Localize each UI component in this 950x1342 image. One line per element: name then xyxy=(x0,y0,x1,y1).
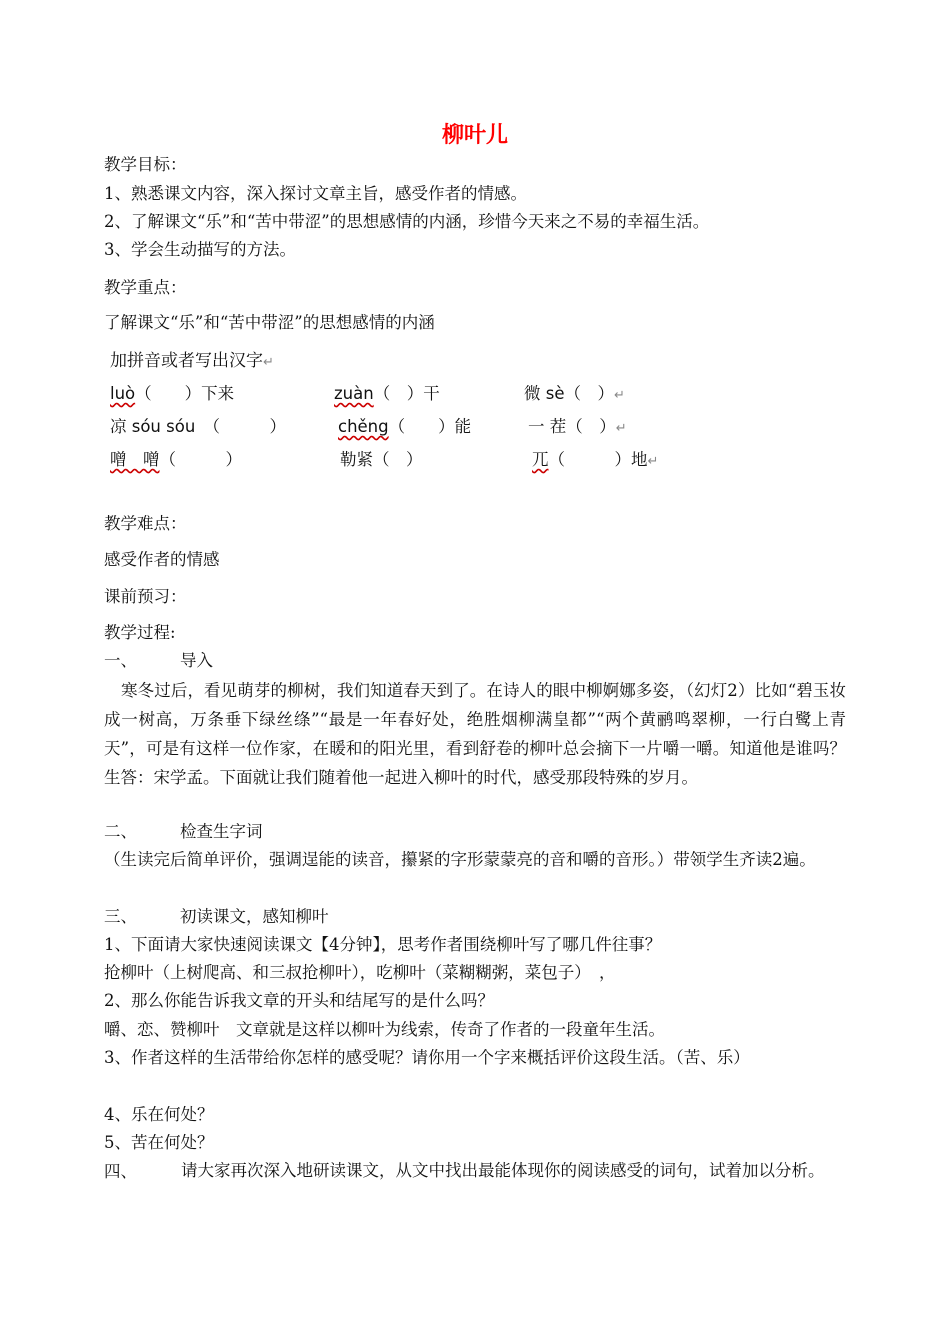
section-number: 二、 xyxy=(104,822,137,841)
exercise-item xyxy=(524,380,625,404)
pinyin: zuàn xyxy=(334,384,374,403)
exercise-word: 凉 sóu sóu xyxy=(110,417,196,436)
key-points-text: 了解课文“乐”和“苦中带涩”的思想感情的内涵 xyxy=(104,313,435,332)
section-heading xyxy=(104,906,329,928)
exercise-item xyxy=(528,413,627,437)
objective-item: 3、学会生动描写的方法。 xyxy=(104,240,296,259)
answer-blank: （ ）能 xyxy=(388,417,472,436)
section-heading xyxy=(104,821,263,843)
objectives-heading: 教学目标： xyxy=(104,155,187,174)
exercise-item xyxy=(532,446,658,470)
exercise-item xyxy=(110,413,286,437)
section-number: 三、 xyxy=(104,907,137,926)
question-line: 3、作者这样的生活带给你怎样的感受呢？请你用一个字来概括评价这段生活。（苦、乐） xyxy=(104,1048,750,1067)
section-body: 寒冬过后，看见萌芽的柳树，我们知道春天到了。在诗人的眼中柳婀娜多姿，（幻灯2）比如“碧玉妆成一树高，万条垂下绿丝绦”“最是一年春好处，绝胜烟柳满皇都”“两个黄鹂鸣翠柳，一行白鹭上青天”，可是有这样一位作家，在暖和的阳光里，看到舒卷的柳叶总会摘下一片嚼一嚼。知道他是谁吗？ 生答：宋学孟。下面就让我们随着他一起进入柳叶的时代，感受那段特殊的岁月。 xyxy=(104,681,863,787)
answer-blank: （ ）干 xyxy=(373,384,440,403)
section-body: （生读完后简单评价，强调逞能的读音，攥紧的字形蒙蒙亮的音和嚼的音形。）带领学生齐读2遍。 xyxy=(104,850,816,869)
return-mark-icon: ↵ xyxy=(614,388,625,403)
section-title: 检查生字词 xyxy=(180,822,263,841)
exercise-word: 噌 噌 xyxy=(110,450,160,469)
section-heading xyxy=(104,650,213,672)
answer-blank: （ ） xyxy=(211,417,287,436)
objective-item: 1、熟悉课文内容，深入探讨文章主旨，感受作者的情感。 xyxy=(104,184,527,203)
section-number: 一、 xyxy=(104,651,137,670)
exercise-item xyxy=(110,446,242,470)
answer-blank: （ ） xyxy=(159,450,242,469)
section-title: 初读课文，感知柳叶 xyxy=(180,907,329,926)
preview-heading: 课前预习： xyxy=(104,587,187,606)
section-title: 导入 xyxy=(180,651,213,670)
pinyin: chěng xyxy=(338,417,389,436)
exercise-title-text: 加拼音或者写出汉字 xyxy=(110,351,263,371)
key-points-heading: 教学重点： xyxy=(104,278,187,297)
return-mark-icon: ↵ xyxy=(647,454,659,469)
exercise-word: 兀 xyxy=(532,450,549,469)
answer-blank: （ ）地 xyxy=(548,450,648,469)
pinyin: luò xyxy=(110,384,136,403)
question-line: 4、乐在何处？ xyxy=(104,1105,214,1124)
exercise-word: 勒紧（ ） xyxy=(340,450,423,469)
exercise-item xyxy=(338,413,471,437)
exercise-word: 一 茬（ ） xyxy=(528,417,616,436)
document-title: 柳叶儿 xyxy=(441,123,508,148)
answer-line: 抢柳叶（上树爬高、和三叔抢柳叶），吃柳叶（菜糊糊粥，菜包子） ， xyxy=(104,963,616,982)
objective-item: 2、了解课文“乐”和“苦中带涩”的思想感情的内涵，珍惜今天来之不易的幸福生活。 xyxy=(104,212,710,231)
answer-blank: （ ）下来 xyxy=(135,384,235,403)
process-heading: 教学过程: xyxy=(104,623,176,642)
answer-line: 嚼、恋、赞柳叶 文章就是这样以柳叶为线索，传奇了作者的一段童年生活。 xyxy=(104,1020,665,1039)
exercise-item xyxy=(334,380,440,404)
return-mark-icon: ↵ xyxy=(615,421,627,436)
question-line: 5、苦在何处？ xyxy=(104,1133,214,1152)
difficulties-heading: 教学难点： xyxy=(104,514,187,533)
exercise-word: 微 sè（ ） xyxy=(524,384,614,403)
section-body: 请大家再次深入地研读课文，从文中找出最能体现你的阅读感受的词句，试着加以分析。 xyxy=(181,1161,825,1180)
difficulties-text: 感受作者的情感 xyxy=(104,550,220,569)
exercise-item xyxy=(340,446,423,470)
section-number: 四、 xyxy=(104,1162,137,1181)
exercise-title xyxy=(110,346,274,371)
exercise-item xyxy=(110,380,234,404)
return-mark-icon: ↵ xyxy=(263,355,274,370)
question-line: 2、那么你能告诉我文章的开头和结尾写的是什么吗？ xyxy=(104,991,494,1010)
question-line: 1、下面请大家快速阅读课文【4分钟】，思考作者围绕柳叶写了哪几件往事？ xyxy=(104,935,662,954)
